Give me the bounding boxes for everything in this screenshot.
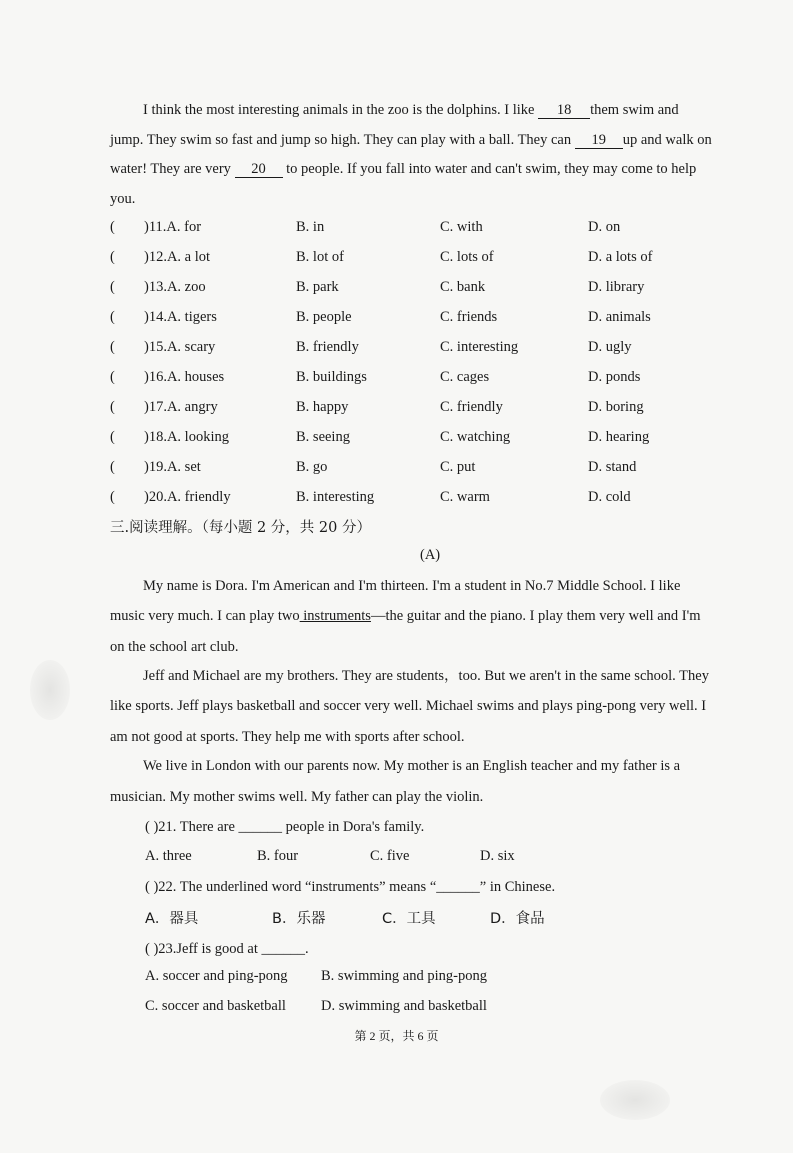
- passage-text: —the guitar and the piano. I play them very well and I'm: [370, 608, 701, 624]
- option-a: )13.A. zoo: [144, 279, 206, 295]
- answer-paren[interactable]: (: [110, 429, 115, 445]
- question-22[interactable]: [145, 877, 555, 897]
- cloze-text: them swim and: [590, 102, 679, 118]
- option-d: D. stand: [588, 459, 637, 475]
- option-c: C. friendly: [440, 399, 503, 415]
- option-d: D. boring: [588, 399, 644, 415]
- option-a: )12.A. a lot: [144, 249, 211, 265]
- passage-line: [110, 727, 465, 747]
- passage-line: [143, 756, 680, 776]
- option-b: B. park: [296, 279, 339, 295]
- passage-line: [143, 666, 709, 686]
- option-d: D. library: [588, 279, 645, 295]
- passage-label: (A): [420, 547, 441, 563]
- choice-c[interactable]: C．工具: [382, 911, 436, 927]
- cloze-line-4: [110, 189, 135, 209]
- option-c: C. bank: [440, 279, 486, 295]
- answer-paren[interactable]: (: [110, 309, 115, 325]
- answer-paren[interactable]: (: [110, 369, 115, 385]
- option-a: )20.A. friendly: [144, 489, 231, 505]
- option-b: B. happy: [296, 399, 349, 415]
- option-b: B. lot of: [296, 249, 344, 265]
- choice-a[interactable]: A. three: [145, 848, 192, 864]
- passage-text: on the school art club.: [110, 639, 239, 655]
- answer-paren[interactable]: (: [110, 279, 115, 295]
- choice-d[interactable]: D. six: [480, 848, 515, 864]
- option-d: D. a lots of: [588, 249, 653, 265]
- option-c: C. with: [440, 219, 483, 235]
- option-a: )19.A. set: [144, 459, 201, 475]
- option-a: )16.A. houses: [144, 369, 225, 385]
- option-a: )15.A. scary: [144, 339, 216, 355]
- passage-line: [110, 637, 238, 657]
- choice-a[interactable]: A. soccer and ping-pong: [145, 968, 288, 984]
- cloze-line-3: [110, 159, 696, 179]
- option-c: C. friends: [440, 309, 498, 325]
- option-d: D. animals: [588, 309, 651, 325]
- choice-b[interactable]: B. swimming and ping-pong: [321, 968, 487, 984]
- option-c: C. put: [440, 459, 476, 475]
- scan-smudge: [600, 1080, 670, 1120]
- option-d: D. ugly: [588, 339, 632, 355]
- choices-23-row2: [145, 998, 487, 1015]
- option-a: )11.A. for: [144, 219, 202, 235]
- option-d: D. hearing: [588, 429, 650, 445]
- passage-text: Jeff and Michael are my brothers. They are students，too. But we aren't in the same school. They: [143, 668, 709, 684]
- cloze-text: I think the most interesting animals in the zoo is the dolphins. I like: [143, 102, 539, 118]
- passage-text: music very much. I can play two: [110, 608, 300, 624]
- cloze-text: you.: [110, 191, 136, 207]
- option-c: C. interesting: [440, 339, 519, 355]
- choice-c[interactable]: C. five: [370, 848, 410, 864]
- page-footer: 第 2 页，共 6 页: [354, 1029, 439, 1043]
- choice-b[interactable]: B．乐器: [272, 911, 326, 927]
- cloze-text: to people. If you fall into water and can't swim, they may come to help: [282, 161, 697, 177]
- cloze-line-1: [143, 100, 679, 120]
- cloze-text: jump. They swim so fast and jump so high. They can play with a ball. They can: [110, 132, 575, 148]
- passage-line: [110, 696, 706, 716]
- option-b: B. people: [296, 309, 352, 325]
- answer-paren[interactable]: (: [110, 399, 115, 415]
- option-a: )18.A. looking: [144, 429, 229, 445]
- blank-18: 18: [538, 102, 590, 119]
- question-text: ( )21. There are ______ people in Dora's family.: [145, 819, 425, 835]
- answer-paren[interactable]: (: [110, 489, 115, 505]
- passage-line: [110, 787, 483, 807]
- answer-paren[interactable]: (: [110, 219, 115, 235]
- option-d: D. cold: [588, 489, 631, 505]
- answer-paren[interactable]: (: [110, 339, 115, 355]
- passage-text: musician. My mother swims well. My father can play the violin.: [110, 789, 484, 805]
- option-b: B. interesting: [296, 489, 375, 505]
- cloze-text: water! They are very: [110, 161, 235, 177]
- option-c: C. watching: [440, 429, 511, 445]
- passage-line: [110, 606, 701, 626]
- answer-paren[interactable]: (: [110, 249, 115, 265]
- choices-22: [145, 907, 545, 928]
- option-b: B. buildings: [296, 369, 367, 385]
- choices-21: [145, 848, 515, 865]
- option-d: D. ponds: [588, 369, 641, 385]
- question-text: ( )23.Jeff is good at ______.: [145, 941, 309, 957]
- question-23[interactable]: [145, 939, 309, 959]
- option-b: B. seeing: [296, 429, 350, 445]
- choice-b[interactable]: B. four: [257, 848, 299, 864]
- choice-d[interactable]: D. swimming and basketball: [321, 998, 487, 1014]
- passage-text: like sports. Jeff plays basketball and soccer very well. Michael swims and plays ping-pong very well. I: [110, 698, 707, 714]
- underlined-word: instruments: [299, 608, 371, 624]
- option-d: D. on: [588, 219, 621, 235]
- option-c: C. cages: [440, 369, 490, 385]
- option-c: C. lots of: [440, 249, 494, 265]
- passage-text: We live in London with our parents now. My mother is an English teacher and my father is a: [143, 758, 681, 774]
- passage-text: am not good at sports. They help me with sports after school.: [110, 729, 465, 745]
- passage-text: My name is Dora. I'm American and I'm thirteen. I'm a student in No.7 Middle School. I like: [143, 578, 681, 594]
- option-c: C. warm: [440, 489, 490, 505]
- section-title: 三.阅读理解。（每小题 2 分，共 20 分）: [110, 520, 371, 536]
- option-a: )17.A. angry: [144, 399, 218, 415]
- scan-smudge: [30, 660, 70, 720]
- option-a: )14.A. tigers: [144, 309, 217, 325]
- blank-19: 19: [575, 132, 623, 149]
- option-b: B. in: [296, 219, 325, 235]
- answer-paren[interactable]: (: [110, 459, 115, 475]
- option-b: B. go: [296, 459, 328, 475]
- choice-c[interactable]: C. soccer and basketball: [145, 998, 286, 1014]
- choices-23-row1: [145, 968, 487, 985]
- cloze-text: up and walk on: [622, 132, 712, 148]
- blank-20: 20: [235, 161, 283, 178]
- option-b: B. friendly: [296, 339, 359, 355]
- question-21[interactable]: [145, 817, 424, 837]
- passage-line: [143, 576, 680, 596]
- choice-d[interactable]: D．食品: [490, 911, 545, 927]
- choice-a[interactable]: A．器具: [145, 911, 199, 927]
- cloze-line-2: [110, 130, 712, 150]
- question-text: ( )22. The underlined word “instruments” means “______” in Chinese.: [145, 879, 556, 895]
